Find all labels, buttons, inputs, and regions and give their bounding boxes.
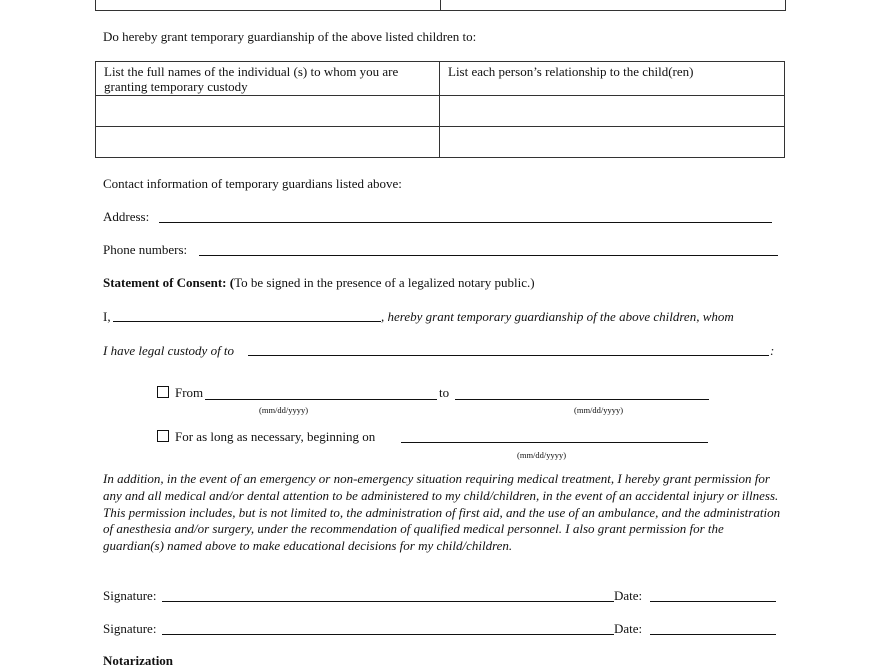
- signature-field[interactable]: [162, 601, 614, 602]
- guardian-name-cell[interactable]: [96, 127, 440, 158]
- date-label: Date:: [614, 588, 643, 603]
- to-label: to: [439, 385, 450, 400]
- signature-date-field[interactable]: [650, 601, 776, 602]
- consent-note: To be signed in the presence of a legalized notary public.): [234, 275, 535, 290]
- from-date-hint: (mm/dd/yyyy): [259, 405, 309, 415]
- date-label: Date:: [614, 621, 643, 636]
- children-table-bottom: [95, 0, 786, 11]
- guardian-name-cell[interactable]: [96, 96, 440, 127]
- from-label: From: [175, 385, 204, 400]
- consent-paren: (: [229, 275, 235, 290]
- grant-intro: Do hereby grant temporary guardianship of the above listed children to:: [103, 29, 477, 44]
- relationship-cell[interactable]: [440, 127, 785, 158]
- to-date-field[interactable]: [455, 399, 709, 400]
- ongoing-label: For as long as necessary, beginning on: [175, 429, 376, 444]
- children-names-field[interactable]: [248, 355, 769, 356]
- guardian-names-header: List the full names of the individual (s) to whom you are granting temporary custody: [96, 62, 440, 96]
- signature-label: Signature:: [103, 588, 157, 603]
- grant-suffix: , hereby grant temporary guardianship of the above children, whom: [381, 309, 734, 324]
- beginning-date-hint: (mm/dd/yyyy): [517, 450, 567, 460]
- custody-prefix: I have legal custody of to: [103, 343, 235, 358]
- custody-suffix: :: [770, 343, 775, 358]
- phone-label: Phone numbers:: [103, 242, 188, 257]
- grant-prefix: I,: [103, 309, 111, 324]
- signature-label: Signature:: [103, 621, 157, 636]
- relationship-header: List each person’s relationship to the child(ren): [440, 62, 785, 96]
- phone-field[interactable]: [199, 255, 778, 256]
- grantor-name-field[interactable]: [113, 321, 381, 322]
- address-label: Address:: [103, 209, 150, 224]
- beginning-date-field[interactable]: [401, 442, 708, 443]
- from-option[interactable]: [157, 385, 203, 401]
- consent-statement: [103, 275, 535, 291]
- table-divider: [440, 0, 441, 10]
- relationship-cell[interactable]: [440, 96, 785, 127]
- consent-heading: Statement of Consent:: [103, 275, 227, 290]
- medical-permission-paragraph: In addition, in the event of an emergency or non-emergency situation requiring medical treatment, I hereby grant permission for any and all medical and/or dental attention to be administered to my child/children, in the event of an accidental injury or illness. This permission includes, but is not limited to, the administration of first aid, and the use of an ambulance, and the administration of anesthesia and/or surgery, under the recommendation of qualified medical personnel. I also grant permission for the guardian(s) named above to make educational decisions for my child/children.: [103, 471, 781, 554]
- ongoing-option[interactable]: [157, 429, 375, 445]
- notarization-heading: Notarization: [103, 653, 174, 668]
- ongoing-checkbox[interactable]: [157, 430, 169, 442]
- signature-field[interactable]: [162, 634, 614, 635]
- address-field[interactable]: [159, 222, 772, 223]
- signature-date-field[interactable]: [650, 634, 776, 635]
- to-date-hint: (mm/dd/yyyy): [574, 405, 624, 415]
- contact-intro: Contact information of temporary guardians listed above:: [103, 176, 402, 191]
- from-checkbox[interactable]: [157, 386, 169, 398]
- guardians-table: [95, 61, 785, 158]
- from-date-field[interactable]: [205, 399, 437, 400]
